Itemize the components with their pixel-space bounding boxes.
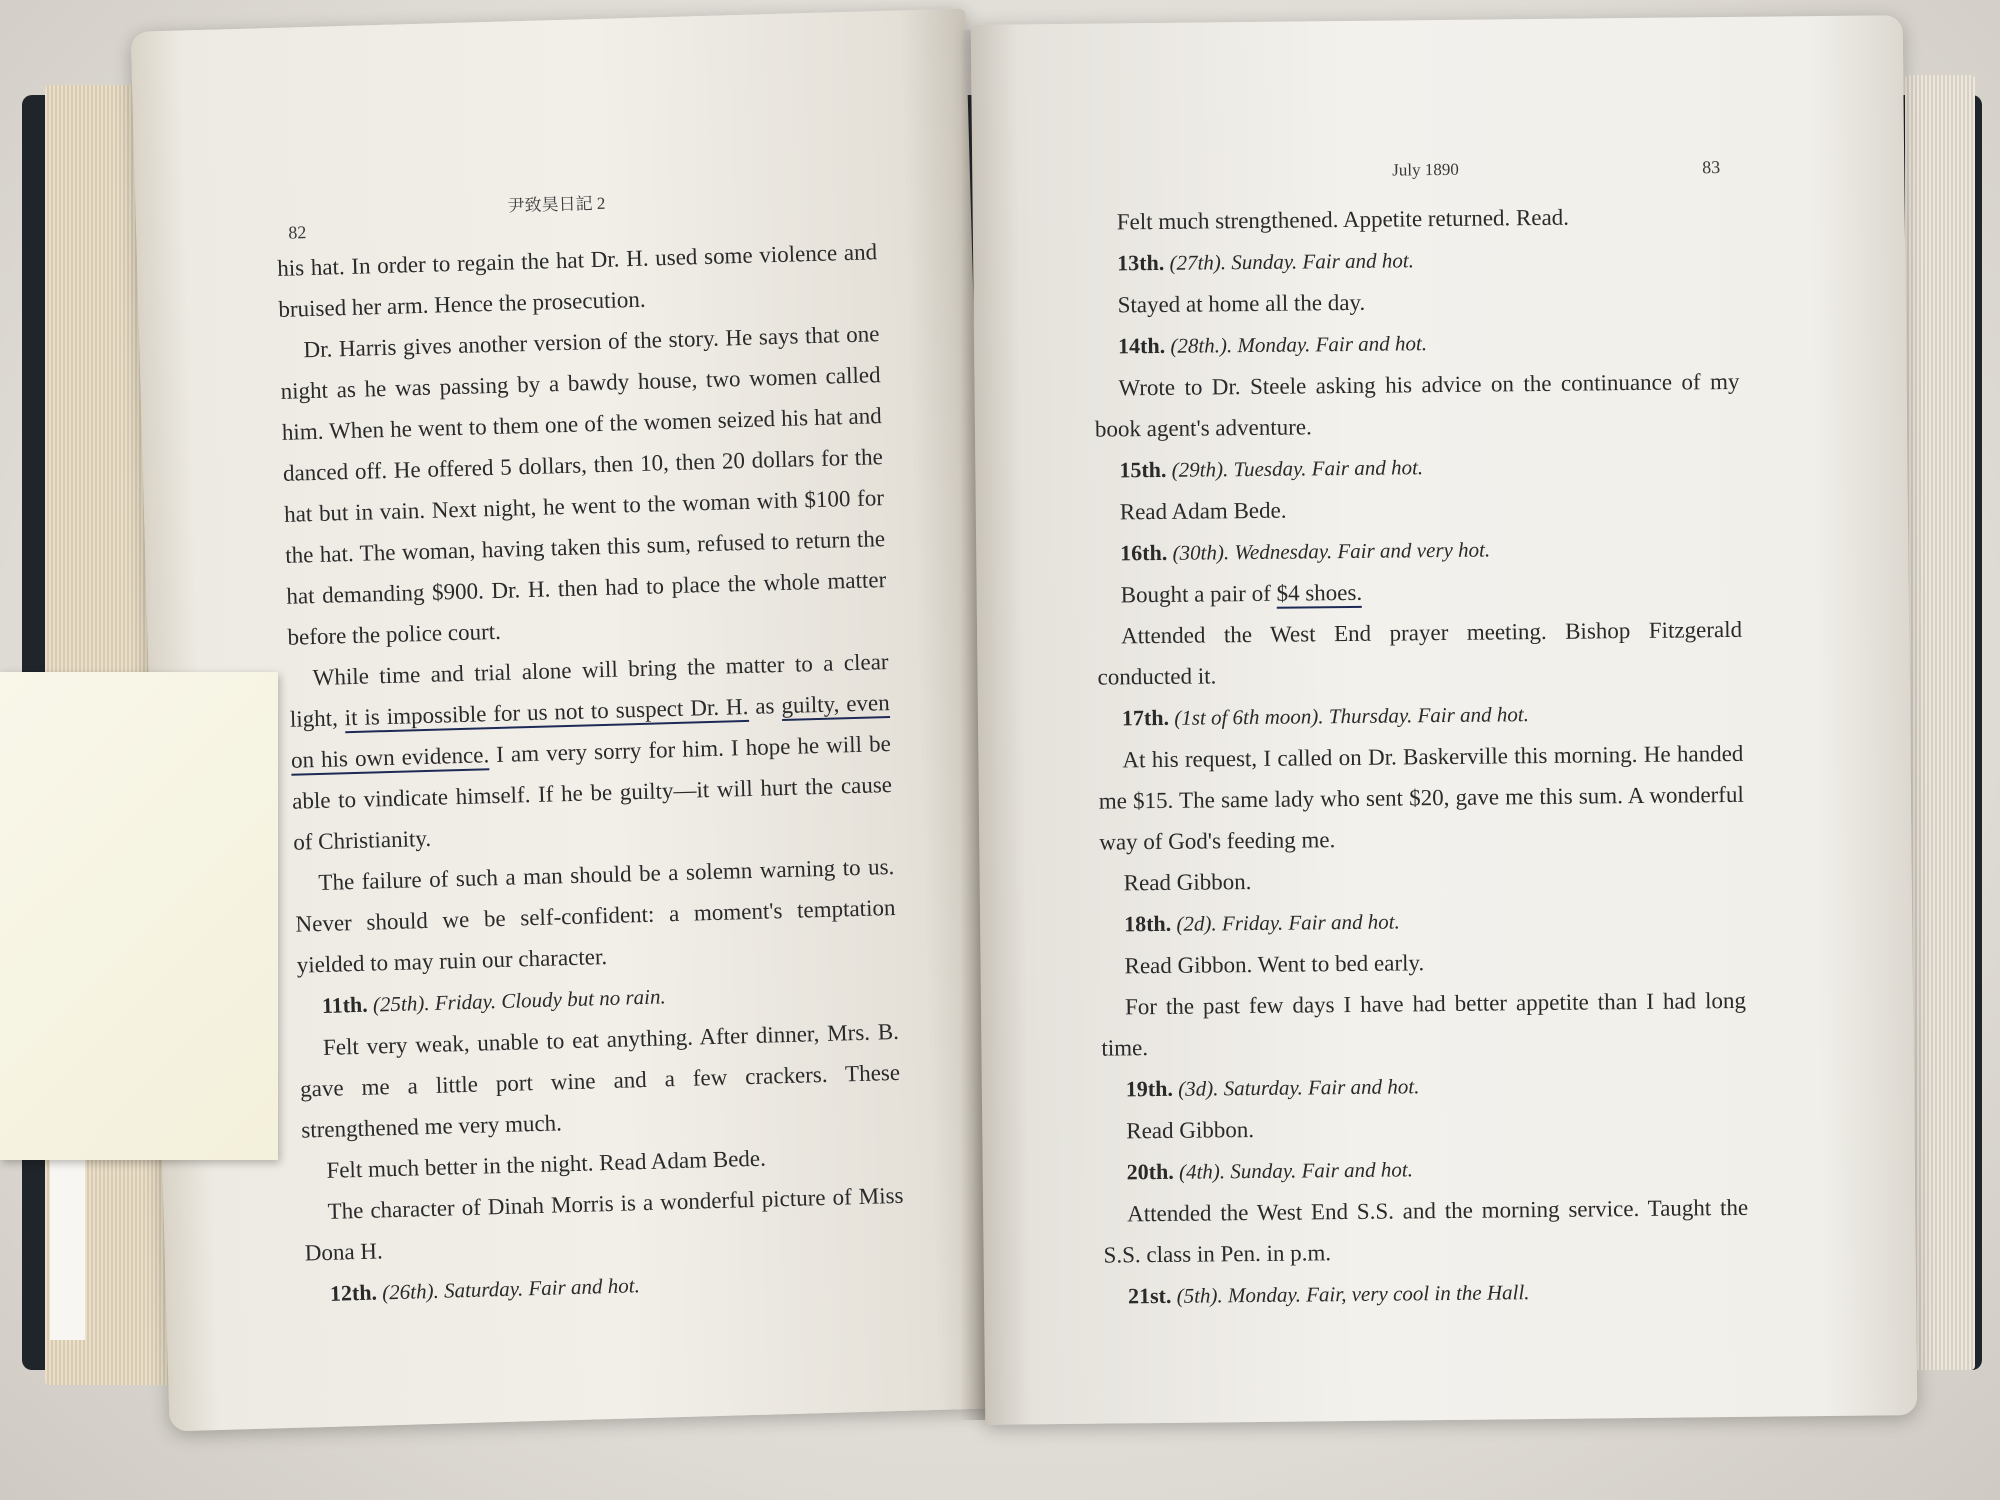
text-run: While time and trial alone will bring the matter to a clear light, <box>289 649 889 732</box>
underlined-text: guilty, even on his own evidence. <box>291 690 890 776</box>
paragraph: Read Gibbon. Went to bed early. <box>1124 950 1425 979</box>
entry-meta: (5th). Monday. Fair, very cool in the Hall. <box>1176 1280 1530 1308</box>
entry-date: 14th. <box>1117 332 1166 359</box>
entry-meta: (29th). Tuesday. Fair and hot. <box>1171 455 1424 482</box>
paragraph: Read Gibbon. <box>1123 869 1252 896</box>
diary-entry-heading <box>1098 691 1743 740</box>
entry-date: 13th. <box>1117 249 1165 276</box>
entry-meta: (27th). Sunday. Fair and hot. <box>1169 248 1415 275</box>
paragraph: The character of Dinah Morris is a wonderful picture of Miss Dona H. <box>304 1182 904 1266</box>
sticky-note <box>0 672 278 1160</box>
paragraph: Stayed at home all the day. <box>1117 289 1366 318</box>
underlined-text: it is impossible for us not to suspect Dr. H. <box>344 694 748 733</box>
entry-meta: (28th.). Monday. Fair and hot. <box>1170 331 1428 358</box>
text-run: as <box>747 693 782 719</box>
entry-meta: (25th). Friday. Cloudy but no rain. <box>372 984 667 1017</box>
running-head: 尹致昊日記 2 <box>507 193 606 216</box>
paragraph: Dr. Harris gives another version of the story. He says that one night as he was passing by a bawdy house, two women called him. When he went to them one of the women seized his hat and danced off. He offered 5 dollars, then 10, then 20 dollars for the hat but in vain. Next night, he went to the woman with $100 for the hat. The woman, having taken this sum, refused to return the hat demanding $900. Dr. H. then had to place the whole matter before the police court. <box>280 321 887 650</box>
entry-meta: (4th). Sunday. Fair and hot. <box>1178 1157 1414 1184</box>
entry-date: 12th. <box>329 1279 378 1306</box>
entry-meta: (1st of 6th moon). Thursday. Fair and hot. <box>1174 702 1530 730</box>
right-page-text <box>1093 195 1750 1318</box>
entry-date: 11th. <box>321 991 369 1018</box>
diary-entry-heading <box>1096 526 1741 575</box>
diary-entry-heading <box>1093 236 1738 285</box>
entry-date: 16th. <box>1120 539 1168 566</box>
entry-date: 20th. <box>1126 1158 1174 1185</box>
page-number: 82 <box>288 222 307 243</box>
entry-meta: (30th). Wednesday. Fair and very hot. <box>1172 537 1491 565</box>
paragraph: Attended the West End prayer meeting. Bishop Fitzgerald conducted it. <box>1097 616 1743 690</box>
paragraph <box>1096 568 1741 616</box>
right-page <box>971 15 1918 1425</box>
paper-sliver <box>50 1150 85 1340</box>
paragraph: Read Gibbon. <box>1126 1117 1255 1144</box>
diary-entry-heading <box>1100 897 1745 946</box>
paragraph: Attended the West End S.S. and the morning service. Taught the S.S. class in Pen. in p.m. <box>1103 1194 1749 1268</box>
paragraph: For the past few days I have had better appetite than I had long time. <box>1101 987 1747 1061</box>
text-run: Bought a pair of <box>1120 580 1277 608</box>
paragraph: his hat. In order to regain the hat Dr. H. used some violence and bruised her arm. Hence the prosecution. <box>276 239 878 322</box>
paragraph: At his request, I called on Dr. Baskerville this morning. He handed me $15. The same lady who sent $20, gave me this sum. A wonderful way of God's feeding me. <box>1098 740 1744 855</box>
diary-entry-heading <box>1104 1269 1749 1318</box>
entry-meta: (3d). Saturday. Fair and hot. <box>1178 1074 1420 1101</box>
paragraph: Read Adam Bede. <box>1119 497 1287 525</box>
text-run: I am very sorry for him. I hope he will be able to vindicate himself. If he be guilty—it will hurt the cause of Christianity. <box>291 730 893 855</box>
paragraph: Felt much better in the night. Read Adam Bede. <box>326 1145 767 1183</box>
paragraph <box>288 641 893 863</box>
paragraph: The failure of such a man should be a solemn warning to us. Never should we be self-confident: a moment's temptation yielded to may ruin our character. <box>295 853 896 978</box>
paragraph: Felt much strengthened. Appetite returned. Read. <box>1116 204 1570 235</box>
page-number: 83 <box>1702 157 1721 178</box>
running-head: July 1890 <box>1392 159 1459 180</box>
diary-entry-heading <box>1102 1062 1747 1111</box>
left-page-text <box>277 231 907 1315</box>
right-page-edges <box>1905 75 1975 1370</box>
diary-entry-heading <box>1094 319 1739 368</box>
entry-date: 17th. <box>1121 704 1170 731</box>
underlined-text: $4 shoes. <box>1276 580 1362 609</box>
entry-meta: (26th). Saturday. Fair and hot. <box>381 1273 641 1305</box>
entry-date: 19th. <box>1125 1075 1174 1102</box>
entry-date: 21st. <box>1127 1282 1172 1309</box>
paragraph: Felt very weak, unable to eat anything. After dinner, Mrs. B. gave me a little port wine and a few crackers. These strengthened me very much. <box>299 1018 901 1143</box>
entry-date: 18th. <box>1123 910 1172 937</box>
paragraph: Wrote to Dr. Steele asking his advice on the continuance of my book agent's adventure. <box>1094 368 1740 442</box>
diary-entry-heading <box>1095 443 1740 492</box>
entry-date: 15th. <box>1119 456 1167 483</box>
entry-meta: (2d). Friday. Fair and hot. <box>1176 909 1400 936</box>
diary-entry-heading <box>1103 1145 1748 1194</box>
